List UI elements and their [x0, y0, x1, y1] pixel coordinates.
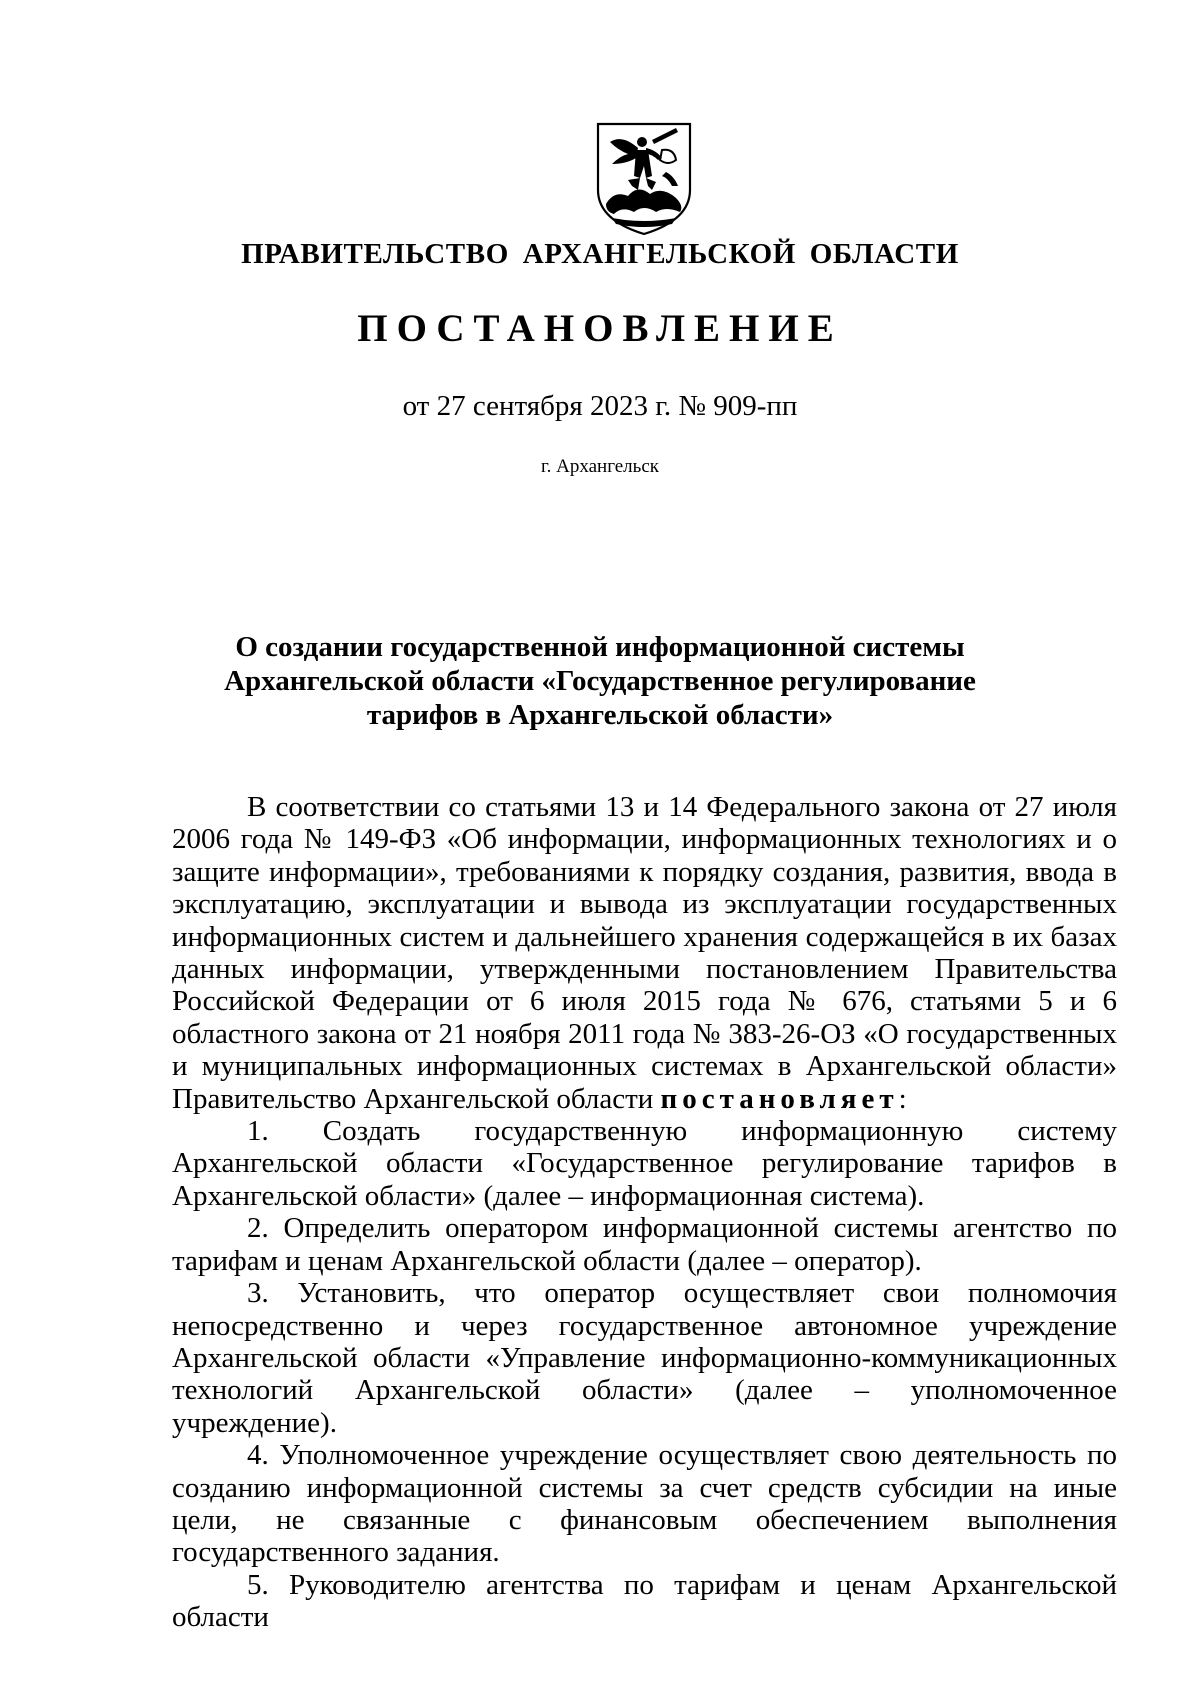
numbered-item: 4. Уполномоченное учреждение осуществляет свою деятельность по созданию информационной системы за счет средств субсидии на иные цели, не связанные с финансовым обеспечением выполнения государственного задания. — [172, 1439, 1117, 1569]
subject-line: О создании государственной информационной системы — [235, 631, 965, 663]
coat-of-arms-emblem — [592, 120, 696, 236]
document-subject — [0, 630, 1200, 732]
preamble-paragraph — [172, 791, 1117, 1115]
decree-colon: : — [898, 1082, 907, 1115]
numbered-item: 3. Установить, что оператор осуществляет свои полномочия непосредственно и через государственное автономное учреждение Архангельской области «Управление информационно-коммуникационных технологий Архангельской области» (далее – уполномоченное учреждение). — [172, 1277, 1117, 1439]
numbered-item: 2. Определить оператором информационной системы агентство по тарифам и ценам Архангельской области (далее – оператор). — [172, 1212, 1117, 1277]
government-name: ПРАВИТЕЛЬСТВО АРХАНГЕЛЬСКОЙ ОБЛАСТИ — [241, 238, 959, 270]
decree-word: постановляет — [660, 1082, 899, 1115]
arkhangelsk-coat-of-arms-icon — [592, 120, 696, 236]
numbered-item: 5. Руководителю агентства по тарифам и ценам Архангельской области — [172, 1568, 1117, 1634]
numbered-item: 1. Создать государственную информационную систему Архангельской области «Государственное регулирование тарифов в Архангельской области» (далее – информационная система). — [172, 1115, 1117, 1212]
document-date-number: от 27 сентября 2023 г. № 909-пп — [402, 390, 798, 422]
subject-line: тарифов в Архангельской области» — [366, 699, 834, 731]
document-city: г. Архангельск — [540, 456, 659, 477]
preamble-text: В соответствии со статьями 13 и 14 Федерального закона от 27 июля 2006 года № 149-ФЗ «Об информации, информационных технологиях и о защите информации», требованиями к порядку создания, развития, ввода в эксплуатацию, эксплуатации и вывода из эксплуатации государственных информационных систем и дальнейшего хранения содержащейся в их базах данных информации, утвержденными постановлением Правительства Российской Федерации от 6 июля 2015 года № 676, статьями 5 и 6 областного закона от 21 ноября 2011 года № 383-26-ОЗ «О государственных и муниципальных информационных системах в Архангельской области» Правительство Архангельской области — [172, 791, 1117, 1115]
document-body — [172, 791, 1117, 1634]
document-type: ПОСТАНОВЛЕНИЕ — [357, 307, 843, 350]
subject-line: Архангельской области «Государственное регулирование — [224, 665, 976, 697]
